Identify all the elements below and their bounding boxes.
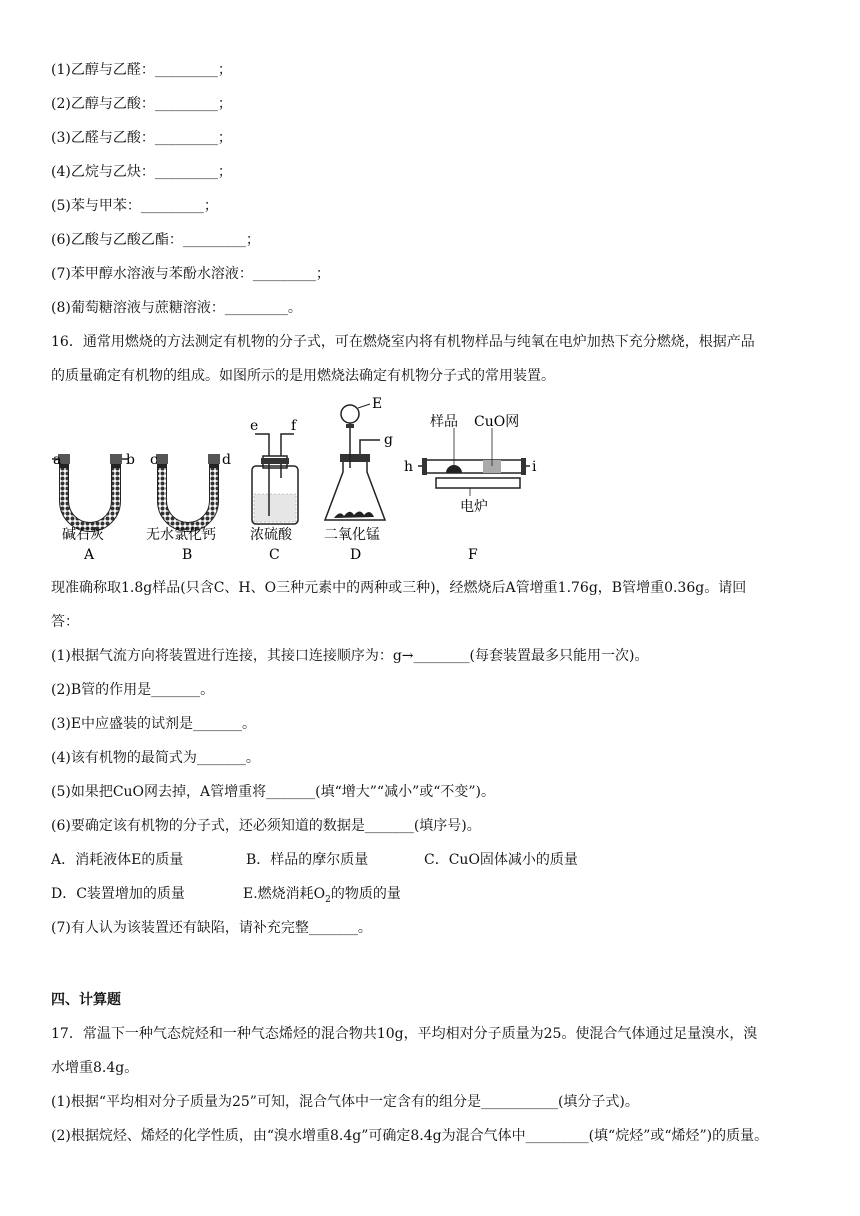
q17-question-1: (1)根据“平均相对分子质量为25”可知，混合气体中一定含有的组分是___________(填分子式)。 — [51, 1094, 639, 1110]
option-a: A．消耗液体E的质量 — [51, 852, 184, 868]
reagent-d-label: 二氧化锰 — [324, 527, 380, 543]
apparatus-figure — [50, 396, 550, 566]
apparatus-a-letter: A — [84, 547, 95, 563]
option-e: E.燃烧消耗$O_2$的物质的量 — [243, 886, 401, 905]
q16-question-5: (5)如果把CuO网去掉，A管增重将_______(填“增大”“减小”或“不变”)。 — [51, 784, 496, 800]
apparatus-b-letter: B — [182, 547, 193, 563]
port-b-label: b — [126, 452, 135, 468]
q15-item-7: (7)苯甲醇水溶液与苯酚水溶液：_________； — [51, 266, 330, 282]
port-g-label: g — [384, 432, 393, 448]
q16-intro-line-1: 16．通常用燃烧的方法测定有机物的分子式，可在燃烧室内将有机物样品与纯氧在电炉加热下充分燃烧，根据产品 — [51, 334, 755, 350]
wash-bottle-c — [250, 418, 298, 563]
q16-intro-line-2: 的质量确定有机物的组成。如图所示的是用燃烧法确定有机物分子式的常用装置。 — [51, 368, 555, 384]
reagent-b-label: 无水氯化钙 — [146, 527, 216, 543]
flask-d — [324, 396, 393, 563]
combustion-tube-f — [404, 413, 537, 563]
section-heading: 四、计算题 — [51, 992, 121, 1008]
reagent-a-label: 碱石灰 — [62, 527, 104, 543]
q15-item-2: (2)乙醇与乙酸：_________； — [51, 96, 232, 112]
apparatus-d-letter: D — [350, 547, 362, 563]
port-f-label: f — [291, 418, 297, 434]
q16-question-2: (2)B管的作用是_______。 — [51, 682, 215, 698]
q15-item-8: (8)葡萄糖溶液与蔗糖溶液：_________。 — [51, 300, 302, 316]
sample-label: 样品 — [430, 414, 458, 430]
furnace-label: 电炉 — [460, 499, 488, 515]
port-i-label: i — [532, 459, 537, 475]
q15-item-3: (3)乙醛与乙酸：_________； — [51, 130, 232, 146]
q16-question-6: (6)要确定该有机物的分子式，还必须知道的数据是_______(填序号)。 — [51, 818, 481, 834]
option-d: D．C装置增加的质量 — [51, 886, 185, 902]
port-d-label: d — [222, 452, 231, 468]
q15-item-4: (4)乙烷与乙炔：_________； — [51, 164, 232, 180]
q17-question-2: (2)根据烷烃、烯烃的化学性质，由“溴水增重8.4g”可确定8.4g为混合气体中_________(填“烷烃”或“烯烃”)的质量。 — [51, 1128, 769, 1144]
q17-line-1: 17．常温下一种气态烷烃和一种气态烯烃的混合物共10g，平均相对分子质量为25。使混合气体通过足量溴水，溴 — [51, 1026, 758, 1042]
reagent-c-label: 浓硫酸 — [250, 527, 292, 543]
option-c: C．CuO固体减小的质量 — [424, 852, 578, 868]
q15-item-5: (5)苯与甲苯：_________； — [51, 198, 218, 214]
u-tube-b — [146, 452, 231, 563]
option-b: B．样品的摩尔质量 — [246, 852, 369, 868]
port-e-label: e — [250, 418, 259, 434]
q16-question-1: (1)根据气流方向将装置进行连接，其接口连接顺序为：g→________(每套装置最多只能用一次)。 — [51, 648, 649, 664]
q16-data-line-2: 答： — [51, 614, 79, 630]
q16-question-3: (3)E中应盛装的试剂是_______。 — [51, 716, 257, 732]
reagent-e-label: E — [372, 396, 383, 412]
q15-item-1: (1)乙醇与乙醛：_________； — [51, 62, 232, 78]
q17-line-2: 水增重8.4g。 — [51, 1060, 139, 1076]
port-h-label: h — [404, 459, 414, 475]
q15-item-6: (6)乙酸与乙酸乙酯：_________； — [51, 232, 260, 248]
u-tube-a — [52, 452, 135, 563]
q16-question-4: (4)该有机物的最简式为_______。 — [51, 750, 260, 766]
apparatus-c-letter: C — [269, 547, 280, 563]
apparatus-f-letter: F — [468, 547, 478, 563]
port-a-label: a — [53, 452, 62, 468]
cuo-mesh-label: CuO网 — [474, 414, 520, 430]
q16-data-line-1: 现准确称取1.8g样品(只含C、H、O三种元素中的两种或三种)，经燃烧后A管增重1.76g，B管增重0.36g。请回 — [51, 580, 747, 596]
q16-question-7: (7)有人认为该装置还有缺陷，请补充完整_______。 — [51, 920, 372, 936]
port-c-label: c — [150, 452, 158, 468]
